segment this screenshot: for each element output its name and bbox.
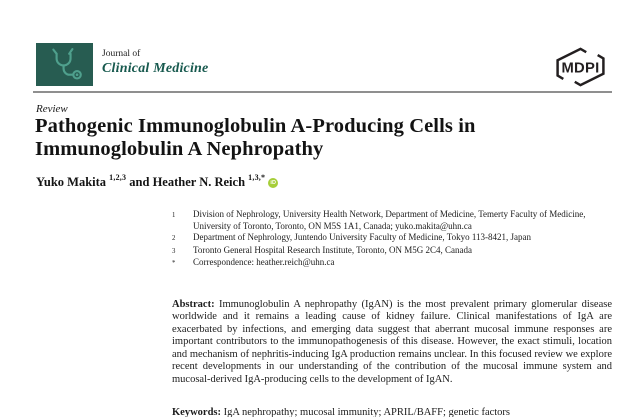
correspondence-marker: *: [172, 260, 176, 268]
abstract-paragraph: [172, 299, 612, 387]
affiliation-row: [172, 245, 612, 258]
correspondence-text: Correspondence: heather.reich@uhn.ca: [193, 257, 335, 268]
affiliation-marker: 3: [172, 247, 176, 255]
stethoscope-icon: [38, 44, 91, 85]
affiliation-text: Toronto General Hospital Research Institute, Toronto, ON M5G 2C4, Canada: [193, 244, 473, 255]
journal-name-main: Clinical Medicine: [102, 60, 209, 76]
affiliation-row: [172, 232, 612, 245]
journal-logo: [36, 43, 208, 86]
correspondence-row: [172, 257, 612, 270]
author-2-name: Heather N. Reich: [152, 175, 246, 189]
author-1-name: Yuko Makita: [36, 175, 107, 189]
article-title-line2: Immunoglobulin A Nephropathy: [35, 137, 324, 160]
header-divider: [33, 91, 612, 93]
author-list: [36, 173, 278, 190]
abstract-text: Immunoglobulin A nephropathy (IgAN) is the most prevalent primary glomerular disease worldwide and it remains a leading cause of kidney failure. Clinical manifestations of IgA are exacerbated by infections, and emerging data suggest that aberrant mucosal immune responses are important contributors to the immunopathogenesis of this disease. However, the exact stimuli, location and mechanism of nephritis-inducing IgA production remains unclear. In this focused review we explore recent developments in our understanding of the contribution of the mucosal immune system and mucosal-derived IgA-producing cells to the development of IgAN.: [172, 298, 612, 386]
affiliation-row: [172, 209, 612, 232]
keywords-label: Keywords:: [172, 406, 221, 417]
affiliations-block: [172, 209, 612, 270]
mdpi-hexagon-icon: [549, 46, 612, 88]
author-2-affil-sup: 1,3,*: [248, 173, 266, 182]
article-title-line1: Pathogenic Immunoglobulin A-Producing Cells in: [35, 115, 476, 137]
article-title: [35, 115, 595, 160]
keywords-text: IgA nephropathy; mucosal immunity; APRIL/BAFF; genetic factors: [223, 406, 511, 417]
affiliation-marker: 1: [172, 212, 176, 219]
abstract-label: Abstract:: [172, 298, 215, 310]
journal-name-top: Journal of: [102, 49, 141, 59]
author-1-affil-sup: 1,2,3: [109, 173, 127, 182]
keywords-paragraph: [172, 407, 612, 417]
mdpi-logo-text: MDPI: [561, 60, 600, 77]
author-connector: and: [126, 175, 153, 189]
journal-logo-square: [36, 43, 93, 86]
journal-name: [102, 43, 208, 76]
orcid-icon[interactable]: iD: [268, 178, 278, 188]
affiliation-text: Department of Nephrology, Juntendo University Faculty of Medicine, Tokyo 113-8421, Japan: [193, 232, 531, 243]
affiliation-text: Division of Nephrology, University Health Network, Department of Medicine, Temerty Faculty of Medicine, University of Toronto, Toronto, ON M5S 1A1, Canada; yuko.makita@uhn.ca: [193, 209, 586, 231]
affiliation-marker: 2: [172, 235, 176, 243]
mdpi-logo: [549, 46, 612, 93]
article-type-label: Review: [36, 103, 68, 115]
